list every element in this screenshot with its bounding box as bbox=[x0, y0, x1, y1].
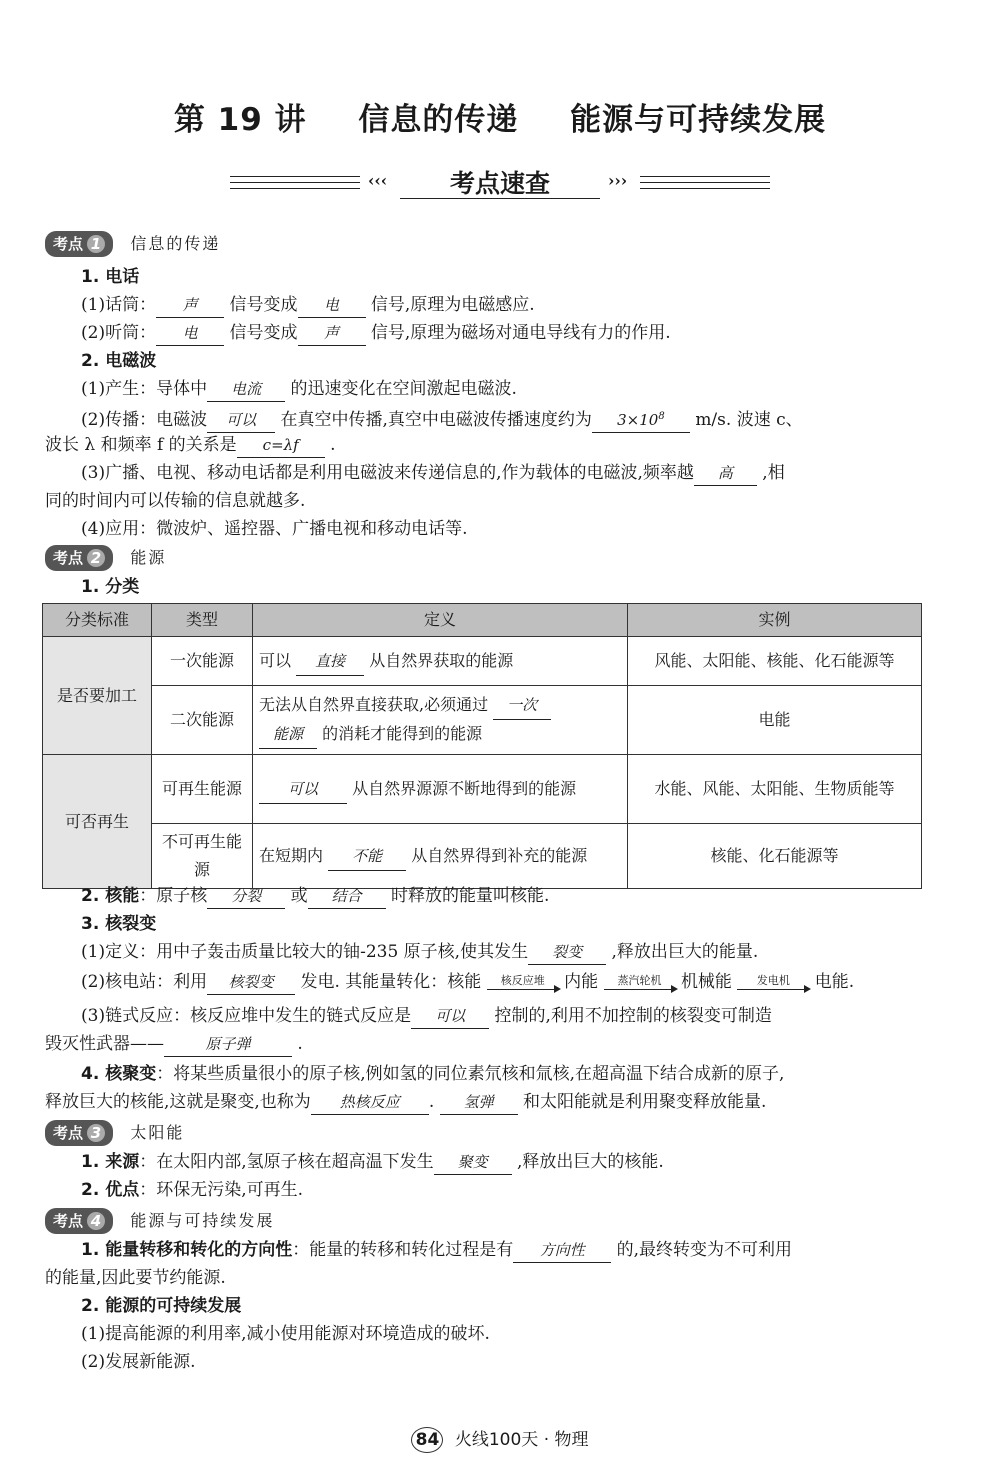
lesson-topic-2: 能源与可持续发展 bbox=[570, 102, 827, 138]
answer-blank: 热核反应 bbox=[311, 1090, 429, 1115]
answer-blank: 电流 bbox=[207, 377, 285, 402]
subheading-classification: 1. 分类 bbox=[81, 577, 140, 597]
energy-classification-table bbox=[42, 603, 922, 889]
answer-blank: 氢弹 bbox=[440, 1090, 518, 1115]
section-1-header bbox=[45, 231, 925, 257]
answer-blank: 裂变 bbox=[528, 940, 606, 965]
row-group-label: 是否要加工 bbox=[43, 637, 152, 755]
conversion-arrow: 蒸汽轮机 bbox=[604, 975, 676, 990]
text-line: 的能量,因此要节约能源. bbox=[45, 1268, 226, 1288]
text-line: 4. 核聚变：将某些质量很小的原子核,例如氢的同位素氘核和氚核,在超高温下结合成新的原子, bbox=[81, 1064, 785, 1084]
section-3-header bbox=[45, 1120, 925, 1146]
table-cell: 不可再生能源 bbox=[152, 824, 253, 889]
table-cell: 二次能源 bbox=[152, 686, 253, 755]
answer-blank: 电 bbox=[156, 321, 224, 346]
answer-blank: 直接 bbox=[296, 647, 364, 676]
row-group-label: 可否再生 bbox=[43, 755, 152, 889]
answer-blank: 可以 bbox=[259, 775, 347, 804]
answer-blank: 声 bbox=[156, 293, 224, 318]
text-line: 波长 λ 和频率 f 的关系是 c=λf . bbox=[45, 433, 925, 458]
section-3-title: 太阳能 bbox=[130, 1123, 185, 1142]
subheading-em-wave: 2. 电磁波 bbox=[81, 351, 157, 371]
table-cell: 水能、风能、太阳能、生物质能等 bbox=[628, 755, 922, 824]
conversion-arrow: 发电机 bbox=[737, 975, 809, 990]
kaodian-badge: 考点 4 bbox=[45, 1208, 113, 1234]
banner-label: 考点速查 bbox=[449, 169, 550, 198]
text-line: 毁灭性武器—— 原子弹 . bbox=[45, 1032, 925, 1057]
table-header-cell: 定义 bbox=[253, 604, 628, 637]
section-1-title: 信息的传递 bbox=[130, 234, 221, 253]
answer-blank: c=λf bbox=[237, 433, 325, 458]
answer-blank: 能源 bbox=[259, 720, 317, 749]
table-row bbox=[43, 755, 922, 824]
section-4-header bbox=[45, 1208, 925, 1234]
kaodian-badge: 考点 2 bbox=[45, 545, 113, 571]
answer-blank: 核裂变 bbox=[207, 970, 295, 995]
text-line: (2)听筒： 电 信号变成 声 信号,原理为磁场对通电导线有力的作用. bbox=[45, 321, 961, 346]
table-cell: 一次能源 bbox=[152, 637, 253, 686]
answer-blank: 声 bbox=[298, 321, 366, 346]
answer-blank: 高 bbox=[694, 461, 757, 486]
table-cell: 在短期内 不能 从自然界得到补充的能源 bbox=[253, 824, 628, 889]
chevron-right-icon: ››› bbox=[608, 171, 628, 190]
answer-blank: 结合 bbox=[308, 884, 386, 909]
text-line: 2. 核能：原子核 分裂 或 结合 时释放的能量叫核能. bbox=[45, 884, 961, 909]
lesson-topic-1: 信息的传递 bbox=[358, 102, 519, 138]
answer-blank: 可以 bbox=[207, 408, 275, 433]
text-line: (1)提高能源的利用率,减小使用能源对环境造成的破坏. bbox=[81, 1324, 490, 1344]
answer-blank: 电 bbox=[298, 293, 366, 318]
chevron-left-icon: ‹‹‹ bbox=[368, 171, 388, 190]
answer-blank: 原子弹 bbox=[164, 1032, 292, 1057]
table-cell: 可以 从自然界源源不断地得到的能源 bbox=[253, 755, 628, 824]
table-header-cell: 类型 bbox=[152, 604, 253, 637]
text-line: (4)应用：微波炉、遥控器、广播电视和移动电话等. bbox=[81, 519, 468, 539]
table-row bbox=[43, 824, 922, 889]
text-line: (2)发展新能源. bbox=[81, 1352, 196, 1372]
section-2-title: 能源 bbox=[130, 548, 167, 567]
subheading-telephone: 1. 电话 bbox=[81, 267, 140, 287]
text-line: 1. 能量转移和转化的方向性：能量的转移和转化过程是有 方向性 的,最终转变为不可利用 bbox=[45, 1238, 961, 1263]
subheading-sustainable: 2. 能源的可持续发展 bbox=[81, 1296, 242, 1316]
text-line: (3)广播、电视、移动电话都是利用电磁波来传递信息的,作为载体的电磁波,频率越 高 ,相 bbox=[45, 461, 961, 486]
table-header-row bbox=[43, 604, 922, 637]
text-line: (1)产生：导体中 电流 的迅速变化在空间激起电磁波. bbox=[45, 377, 961, 402]
text-line: (2)核电站：利用 核裂变 发电. 其能量转化：核能 核反应堆 内能 蒸汽轮机 机械能 发电机 电能. bbox=[45, 970, 961, 995]
answer-blank: 一次 bbox=[493, 691, 551, 720]
table-cell: 电能 bbox=[628, 686, 922, 755]
answer-blank: 不能 bbox=[328, 842, 406, 871]
table-cell: 可再生能源 bbox=[152, 755, 253, 824]
answer-blank: 分裂 bbox=[207, 884, 285, 909]
text-line: 2. 优点：环保无污染,可再生. bbox=[81, 1180, 304, 1200]
text-line: 同的时间内可以传输的信息就越多. bbox=[45, 491, 306, 511]
answer-blank: 方向性 bbox=[513, 1238, 611, 1263]
page-number: 84 bbox=[411, 1427, 443, 1453]
section-4-title: 能源与可持续发展 bbox=[130, 1211, 275, 1230]
table-header-cell: 分类标准 bbox=[43, 604, 152, 637]
answer-blank: 聚变 bbox=[434, 1150, 512, 1175]
book-title: 火线100天 · 物理 bbox=[454, 1430, 589, 1450]
table-row bbox=[43, 637, 922, 686]
text-line: (3)链式反应：核反应堆中发生的链式反应是 可以 控制的,利用不加控制的核裂变可制造 bbox=[45, 1004, 961, 1029]
table-header-cell: 实例 bbox=[628, 604, 922, 637]
text-line: 释放巨大的核能,这就是聚变,也称为 热核反应 . 氢弹 和太阳能就是利用聚变释放能量. bbox=[45, 1090, 925, 1115]
table-cell: 可以 直接 从自然界获取的能源 bbox=[253, 637, 628, 686]
subheading-fission: 3. 核裂变 bbox=[81, 914, 157, 934]
page-title bbox=[0, 94, 1000, 139]
section-2-header bbox=[45, 545, 925, 571]
table-row bbox=[43, 686, 922, 755]
text-line: (1)定义：用中子轰击质量比较大的铀-235 原子核,使其发生 裂变 ,释放出巨大的能量. bbox=[45, 940, 961, 965]
kaodian-badge: 考点 1 bbox=[45, 231, 113, 257]
text-line: (1)话筒： 声 信号变成 电 信号,原理为电磁感应. bbox=[45, 293, 961, 318]
text-line: (2)传播：电磁波 可以 在真空中传播,真空中电磁波传播速度约为 $3\times 10^8$ m/s. 波速 c、 bbox=[45, 405, 961, 433]
table-cell: 核能、化石能源等 bbox=[628, 824, 922, 889]
text-line: 1. 来源：在太阳内部,氢原子核在超高温下发生 聚变 ,释放出巨大的核能. bbox=[45, 1150, 961, 1175]
lesson-number: 第 19 讲 bbox=[173, 102, 307, 138]
table-cell: 风能、太阳能、核能、化石能源等 bbox=[628, 637, 922, 686]
section-banner bbox=[230, 168, 770, 198]
table-cell: 无法从自然界直接获取,必须通过 一次 能源 的消耗才能得到的能源 bbox=[253, 686, 628, 755]
answer-blank: 3×10 bbox=[617, 411, 659, 429]
page-footer bbox=[0, 1425, 1000, 1453]
answer-blank: 可以 bbox=[411, 1004, 489, 1029]
conversion-arrow: 核反应堆 bbox=[487, 975, 559, 990]
kaodian-badge: 考点 3 bbox=[45, 1120, 113, 1146]
